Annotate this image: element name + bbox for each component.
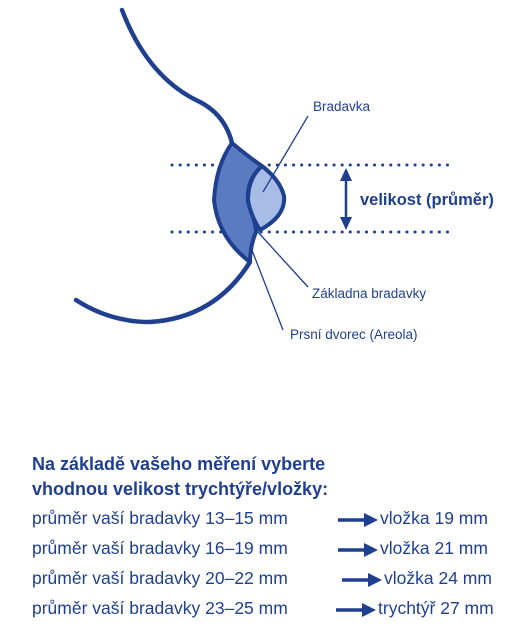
size-row	[32, 568, 522, 594]
nipple-leader-line	[263, 116, 308, 192]
size-row-measure: průměr vaší bradavky 23–25 mm	[32, 598, 288, 618]
size-row	[32, 508, 522, 534]
size-label: velikost (průměr)	[360, 191, 494, 209]
breast-outline	[122, 10, 232, 143]
size-arrow-down-head	[340, 217, 352, 230]
size-row	[32, 598, 522, 624]
size-row-result: trychtýř 27 mm	[378, 598, 494, 618]
right-arrow-icon	[342, 572, 382, 588]
size-row-result: vložka 19 mm	[380, 508, 488, 528]
size-row-measure: průměr vaší bradavky 13–15 mm	[32, 508, 288, 528]
areola-label: Prsní dvorec (Areola)	[290, 327, 418, 342]
size-row	[32, 538, 522, 564]
nipple-base-leader-line	[257, 231, 308, 287]
size-row-result: vložka 24 mm	[384, 568, 492, 588]
instructions-heading	[32, 452, 512, 502]
size-row-measure: průměr vaší bradavky 16–19 mm	[32, 538, 288, 558]
right-arrow-icon	[338, 542, 378, 558]
size-row-measure: průměr vaší bradavky 20–22 mm	[32, 568, 288, 588]
nipple-label: Bradavka	[313, 99, 371, 114]
size-row-result: vložka 21 mm	[380, 538, 488, 558]
areola-leader-line	[250, 245, 283, 330]
breast-outline-lower	[76, 262, 250, 322]
nipple-shape	[248, 166, 284, 230]
size-arrow-up-head	[340, 168, 352, 181]
nipple-base-label: Základna bradavky	[312, 286, 427, 301]
heading-line-2: vhodnou velikost trychtýře/vložky:	[32, 479, 329, 499]
right-arrow-icon	[338, 512, 378, 528]
heading-line-1: Na základě vašeho měření vyberte	[32, 454, 326, 474]
right-arrow-icon	[336, 602, 376, 618]
